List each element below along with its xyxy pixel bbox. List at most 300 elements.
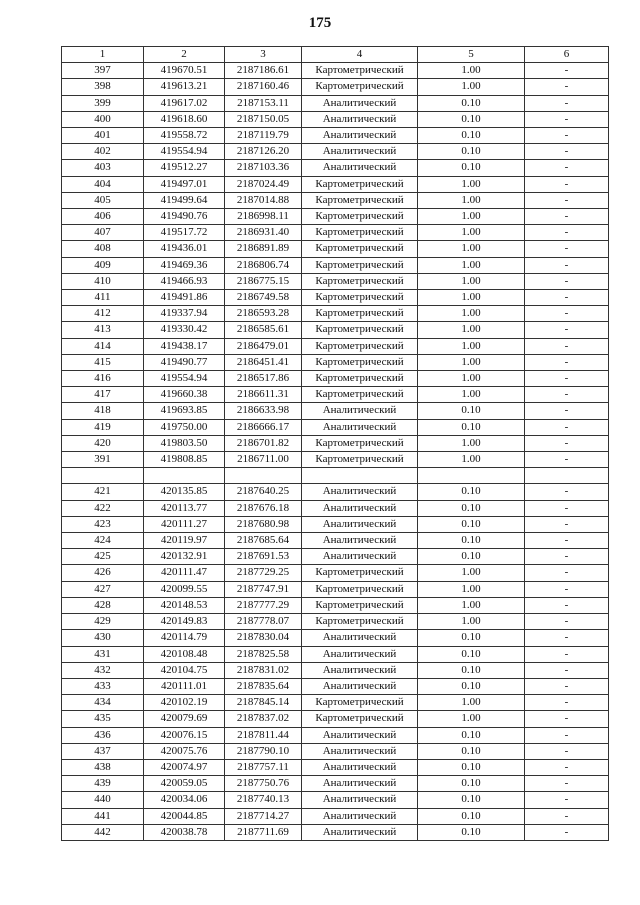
table-cell: 420111.47 [144,565,225,581]
table-cell: 1.00 [418,614,525,630]
table-cell: 1.00 [418,209,525,225]
table-cell: 2186701.82 [225,435,302,451]
table-cell: 2186585.61 [225,322,302,338]
table-cell: 407 [62,225,144,241]
table-cell: 1.00 [418,241,525,257]
table-cell: 412 [62,306,144,322]
table-cell: Аналитический [302,662,418,678]
table-cell: 414 [62,338,144,354]
table-cell: 417 [62,387,144,403]
table-cell: Картометрический [302,371,418,387]
table-cell: 1.00 [418,597,525,613]
table-cell: Аналитический [302,111,418,127]
table-cell: 1.00 [418,176,525,192]
table-cell: - [525,695,609,711]
table-cell: 421 [62,484,144,500]
table-cell: 1.00 [418,225,525,241]
table-cell: 0.10 [418,419,525,435]
table-cell: 1.00 [418,452,525,468]
table-cell: 2186451.41 [225,354,302,370]
table-row [62,581,609,597]
table-cell: 419670.51 [144,63,225,79]
table-cell: 416 [62,371,144,387]
table-cell: - [525,565,609,581]
table-cell: 420102.19 [144,695,225,711]
table-row [62,354,609,370]
table-cell: 404 [62,176,144,192]
table-cell: 422 [62,500,144,516]
table-row [62,646,609,662]
table-row [62,597,609,613]
table-cell: - [525,662,609,678]
table-cell: - [525,549,609,565]
table-cell: 2187153.11 [225,95,302,111]
table-cell: - [525,63,609,79]
table-cell: Картометрический [302,614,418,630]
table-cell: Картометрический [302,241,418,257]
table-cell: 403 [62,160,144,176]
table-cell: Аналитический [302,549,418,565]
table-cell: 2187714.27 [225,808,302,824]
table-cell: 419438.17 [144,338,225,354]
table-cell: 419558.72 [144,128,225,144]
table-cell: Аналитический [302,533,418,549]
table-cell: - [525,776,609,792]
table-cell: 2187825.58 [225,646,302,662]
table-row [62,225,609,241]
table-cell: 432 [62,662,144,678]
table-cell: 420149.83 [144,614,225,630]
table-cell: 0.10 [418,824,525,840]
table-row [62,306,609,322]
table-cell: 2187126.20 [225,144,302,160]
table-row [62,630,609,646]
table-cell: 2186775.15 [225,273,302,289]
table-cell: 1.00 [418,565,525,581]
table-cell [62,468,144,484]
table-cell: 437 [62,743,144,759]
table-row [62,144,609,160]
table-cell: - [525,581,609,597]
table-cell: 420079.69 [144,711,225,727]
table-row [62,565,609,581]
table-cell: - [525,484,609,500]
table-cell: Картометрический [302,176,418,192]
table-cell: 2186998.11 [225,209,302,225]
table-cell: 2187835.64 [225,678,302,694]
table-cell: 2186931.40 [225,225,302,241]
table-cell: 0.10 [418,160,525,176]
table-cell: - [525,290,609,306]
table-cell: 419 [62,419,144,435]
table-cell: - [525,128,609,144]
table-cell: - [525,225,609,241]
table-cell: 397 [62,63,144,79]
table-cell: - [525,354,609,370]
table-row [62,695,609,711]
table-cell: 2187837.02 [225,711,302,727]
table-cell: - [525,711,609,727]
table-cell: 435 [62,711,144,727]
table-cell: 1.00 [418,192,525,208]
table-cell: - [525,727,609,743]
table-cell: 0.10 [418,792,525,808]
table-row [62,419,609,435]
table-cell: - [525,192,609,208]
table-cell: Картометрический [302,354,418,370]
table-cell: Картометрический [302,565,418,581]
table-row [62,176,609,192]
table-cell: 0.10 [418,533,525,549]
table-cell: 2187150.05 [225,111,302,127]
table-cell: 420038.78 [144,824,225,840]
table-cell: - [525,176,609,192]
table-cell: 1.00 [418,63,525,79]
table-cell: 419617.02 [144,95,225,111]
table-cell: 2187747.91 [225,581,302,597]
table-cell: 2186711.00 [225,452,302,468]
table-cell [302,468,418,484]
table-cell: 2187811.44 [225,727,302,743]
table-cell: 411 [62,290,144,306]
table-cell [225,468,302,484]
table-cell: - [525,387,609,403]
table-cell: Аналитический [302,144,418,160]
table-cell: - [525,792,609,808]
table-cell: 420148.53 [144,597,225,613]
table-cell: 420113.77 [144,500,225,516]
table-cell: 419466.93 [144,273,225,289]
table-cell: 2187777.29 [225,597,302,613]
table-row [62,128,609,144]
table-cell: 0.10 [418,678,525,694]
table-cell: 406 [62,209,144,225]
table-cell [525,468,609,484]
table-cell: - [525,273,609,289]
table-row [62,192,609,208]
table-cell: 1.00 [418,711,525,727]
table-cell: 419618.60 [144,111,225,127]
table-cell: - [525,306,609,322]
table-cell: 399 [62,95,144,111]
table-cell: 420076.15 [144,727,225,743]
table-cell: - [525,500,609,516]
table-cell: 0.10 [418,776,525,792]
table-cell: 440 [62,792,144,808]
table-cell: 423 [62,516,144,532]
table-cell: Аналитический [302,484,418,500]
table-row [62,711,609,727]
column-header: 6 [525,47,609,63]
table-cell: 2187831.02 [225,662,302,678]
table-cell: 2186891.89 [225,241,302,257]
table-cell: 429 [62,614,144,630]
table-cell: - [525,435,609,451]
table-cell: 426 [62,565,144,581]
table-cell: - [525,614,609,630]
table-row [62,533,609,549]
table-row [62,759,609,775]
table-cell: - [525,338,609,354]
table-cell: Картометрический [302,695,418,711]
table-row [62,160,609,176]
table-cell: - [525,646,609,662]
table-cell: 0.10 [418,500,525,516]
table-cell: - [525,322,609,338]
table-cell: 419750.00 [144,419,225,435]
table-cell: Картометрический [302,290,418,306]
table-cell: 425 [62,549,144,565]
table-cell: - [525,678,609,694]
column-header: 4 [302,47,418,63]
table-cell: Картометрический [302,225,418,241]
table-cell: Картометрический [302,387,418,403]
table-cell: 0.10 [418,630,525,646]
table-cell: 2187790.10 [225,743,302,759]
table-header [62,47,609,63]
table-cell: 419436.01 [144,241,225,257]
table-cell: 0.10 [418,727,525,743]
table-cell: 420034.06 [144,792,225,808]
table-cell [418,468,525,484]
table-cell: 2186633.98 [225,403,302,419]
table-cell: 400 [62,111,144,127]
table-cell: Аналитический [302,128,418,144]
table-cell: Аналитический [302,630,418,646]
table-cell: 420108.48 [144,646,225,662]
table-cell: Аналитический [302,500,418,516]
table-cell: - [525,743,609,759]
table-cell: - [525,597,609,613]
table-cell: 2187186.61 [225,63,302,79]
table-cell: Аналитический [302,403,418,419]
table-cell: 409 [62,257,144,273]
table-cell: 0.10 [418,549,525,565]
table-cell: 419808.85 [144,452,225,468]
table-cell: Аналитический [302,678,418,694]
table-cell: Картометрический [302,581,418,597]
table-cell: 2187778.07 [225,614,302,630]
table-cell: 2187160.46 [225,79,302,95]
table-cell: 419491.86 [144,290,225,306]
table-row [62,614,609,630]
table-row [62,500,609,516]
table-cell: 405 [62,192,144,208]
table-cell: 419469.36 [144,257,225,273]
table-cell: 413 [62,322,144,338]
table-cell: Аналитический [302,759,418,775]
table-cell: 1.00 [418,257,525,273]
table-cell: Аналитический [302,95,418,111]
table-cell: 1.00 [418,695,525,711]
table-cell: 1.00 [418,435,525,451]
table-cell: 433 [62,678,144,694]
table-cell: 408 [62,241,144,257]
table-cell: 419693.85 [144,403,225,419]
table-cell: - [525,79,609,95]
table-cell: 2187740.13 [225,792,302,808]
table-cell: 1.00 [418,306,525,322]
table-cell: 0.10 [418,646,525,662]
table-cell: 431 [62,646,144,662]
table-cell: 420111.27 [144,516,225,532]
table-cell: 1.00 [418,371,525,387]
table-row [62,468,609,484]
table-cell: 2186593.28 [225,306,302,322]
table-cell: 428 [62,597,144,613]
table-cell: - [525,419,609,435]
table-cell: 0.10 [418,144,525,160]
header-row [62,47,609,63]
table-cell: 0.10 [418,403,525,419]
table-cell: - [525,630,609,646]
table-cell: 2187729.25 [225,565,302,581]
table-cell: Картометрический [302,322,418,338]
page-number: 175 [308,15,332,31]
table-cell: 2186666.17 [225,419,302,435]
table-cell: 420 [62,435,144,451]
table-cell: Аналитический [302,646,418,662]
table-row [62,95,609,111]
table-row [62,338,609,354]
table-cell: Аналитический [302,808,418,824]
table-row [62,484,609,500]
table-row [62,371,609,387]
table-cell: 2186611.31 [225,387,302,403]
table-cell: 2187845.14 [225,695,302,711]
table-cell: 2187103.36 [225,160,302,176]
table-cell: - [525,95,609,111]
table-cell: 2187750.76 [225,776,302,792]
table-cell: - [525,144,609,160]
table-cell: Картометрический [302,338,418,354]
table-cell: 1.00 [418,79,525,95]
table-cell: 0.10 [418,662,525,678]
table-cell: 430 [62,630,144,646]
table-row [62,808,609,824]
table-cell: - [525,759,609,775]
table-cell: Картометрический [302,79,418,95]
table-body [62,63,609,841]
table-cell: - [525,111,609,127]
table-cell: 419554.94 [144,144,225,160]
table-cell: Картометрический [302,63,418,79]
table-cell: 0.10 [418,808,525,824]
table-row [62,792,609,808]
table-cell: Картометрический [302,209,418,225]
table-cell: 420132.91 [144,549,225,565]
table-cell: 420111.01 [144,678,225,694]
table-cell: 2187119.79 [225,128,302,144]
table-cell: - [525,403,609,419]
table-cell: 1.00 [418,322,525,338]
table-row [62,273,609,289]
table-cell: 418 [62,403,144,419]
table-cell: Аналитический [302,727,418,743]
table-cell: Картометрический [302,435,418,451]
table-cell: - [525,452,609,468]
table-cell: Картометрический [302,711,418,727]
table-cell [144,468,225,484]
table-cell: 0.10 [418,128,525,144]
table-cell: 401 [62,128,144,144]
table-cell: 1.00 [418,387,525,403]
table-cell: 0.10 [418,484,525,500]
table-row [62,290,609,306]
table-cell: 398 [62,79,144,95]
table-cell: 391 [62,452,144,468]
table-cell: 2187014.88 [225,192,302,208]
table-row [62,111,609,127]
table-cell: 2187024.49 [225,176,302,192]
table-cell: 420135.85 [144,484,225,500]
table-row [62,257,609,273]
table-cell: 0.10 [418,516,525,532]
table-cell: Картометрический [302,306,418,322]
table-cell: - [525,808,609,824]
table-cell: 419613.21 [144,79,225,95]
table-cell: 2186749.58 [225,290,302,306]
table-cell: 434 [62,695,144,711]
table-cell: Аналитический [302,419,418,435]
table-cell: 427 [62,581,144,597]
column-header: 5 [418,47,525,63]
table-row [62,403,609,419]
table-row [62,63,609,79]
table-row [62,549,609,565]
table-cell: Картометрический [302,452,418,468]
table-cell: 0.10 [418,743,525,759]
column-header: 2 [144,47,225,63]
table-cell: 419497.01 [144,176,225,192]
table-cell: 419554.94 [144,371,225,387]
table-cell: 420114.79 [144,630,225,646]
table-cell: 2187685.64 [225,533,302,549]
table-cell: 420059.05 [144,776,225,792]
table-cell: 419490.76 [144,209,225,225]
table-cell: 2187711.69 [225,824,302,840]
table-cell: 2186479.01 [225,338,302,354]
table-cell: 419337.94 [144,306,225,322]
table-row [62,516,609,532]
table-cell: 420099.55 [144,581,225,597]
table-cell: 2187757.11 [225,759,302,775]
table-cell: Аналитический [302,743,418,759]
table-cell: Аналитический [302,516,418,532]
table-cell: 420074.97 [144,759,225,775]
table-row [62,452,609,468]
table-row [62,241,609,257]
table-cell: Аналитический [302,776,418,792]
table-cell: 1.00 [418,290,525,306]
table-row [62,824,609,840]
table-cell: Картометрический [302,273,418,289]
table-cell: 419499.64 [144,192,225,208]
table-cell: - [525,160,609,176]
table-row [62,662,609,678]
table-cell: 419660.38 [144,387,225,403]
table-cell: 2187640.25 [225,484,302,500]
table-cell: 2187676.18 [225,500,302,516]
table-cell: Аналитический [302,792,418,808]
coordinates-table [61,46,609,841]
table-cell: 424 [62,533,144,549]
table-row [62,678,609,694]
table-cell: - [525,533,609,549]
table-cell: Картометрический [302,257,418,273]
table-cell: 419330.42 [144,322,225,338]
table-cell: 419803.50 [144,435,225,451]
